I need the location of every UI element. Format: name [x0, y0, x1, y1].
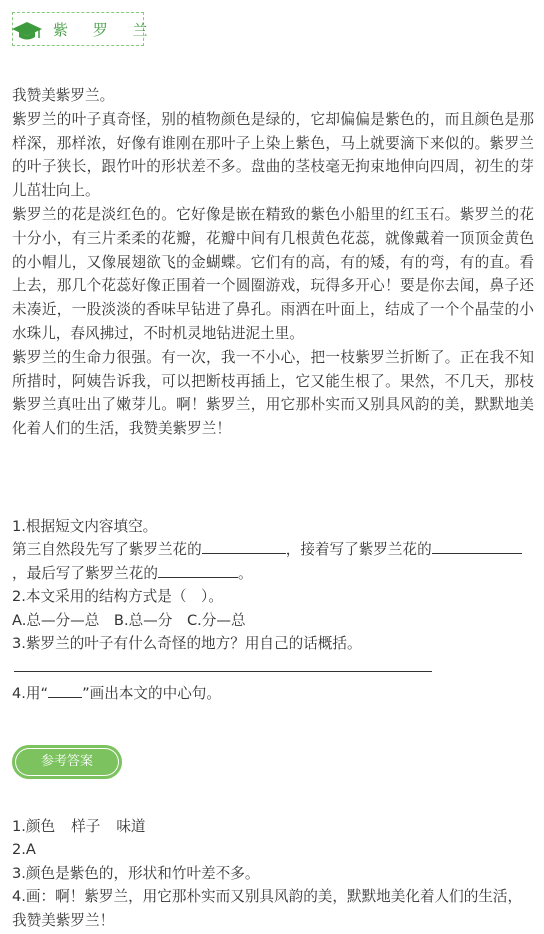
q1-text-end: 。 [237, 564, 253, 582]
question-3-title: 3.紫罗兰的叶子有什么奇怪的地方？用自己的话概括。 [12, 635, 362, 653]
underline-sample [48, 682, 82, 698]
q1-text-part1: 第三自然段先写了紫罗兰花的 [12, 541, 202, 559]
question-1-title: 1.根据短文内容填空。 [12, 518, 158, 535]
answer-1-c: 味道 [116, 818, 146, 835]
q1-text-part2: ，接着写了紫罗兰花的 [285, 541, 432, 559]
q1-text-part3: ，最后写了紫罗兰花的 [12, 564, 158, 582]
answer-1-b: 样子 [71, 818, 101, 835]
reference-answer-button[interactable]: 参考答案 [12, 745, 122, 779]
graduation-cap-icon [11, 20, 43, 46]
paragraph-1: 我赞美紫罗兰。 [12, 87, 115, 104]
title-box [12, 12, 158, 46]
paragraph-4: 紫罗兰的生命力很强。有一次，我一不小心，把一枝紫罗兰折断了。正在我不知所措时，阿姨告诉我，可以把断枝再插上，它又能生根了。果然，不几天，那枝紫罗兰真吐出了嫩芽儿。啊！紫罗兰，用它那朴实而又别具风韵的美，默默地美化着人们的生活，我赞美紫罗兰！ [12, 348, 534, 438]
question-2-title: 2.本文采用的结构方式是（ ）。 [12, 588, 223, 606]
answer-4: 4.画：啊！紫罗兰，用它那朴实而又别具风韵的美，默默地美化着人们的生活，我赞美紫罗兰！ [12, 888, 523, 929]
fill-blank-2-cont[interactable] [502, 538, 522, 554]
fill-blank-3[interactable] [158, 562, 238, 578]
answer-1-a: 1.颜色 [12, 818, 56, 835]
answers-section [12, 815, 534, 932]
answer-line[interactable] [14, 659, 432, 672]
answer-2: 2.A [12, 841, 36, 859]
article-body [12, 84, 534, 441]
fill-blank-2[interactable] [432, 538, 502, 554]
q4-suffix: ”画出本文的中心句。 [82, 685, 221, 703]
question-1-body [12, 538, 534, 585]
answer-3: 3.颜色是紫色的，形状和竹叶差不多。 [12, 864, 260, 882]
fill-blank-1[interactable] [202, 538, 286, 554]
page-title: 紫 罗 兰 [53, 21, 158, 39]
q4-prefix: 4.用“ [12, 685, 49, 703]
answer-1 [12, 815, 534, 838]
paragraph-2: 紫罗兰的叶子真奇怪，别的植物颜色是绿的，它却偏偏是紫色的，而且颜色是那样深，那样浓，好像有谁刚在那叶子上染上紫色，马上就要滴下来似的。紫罗兰的叶子狭长，跟竹叶的形状差不多。盘曲的茎枝毫无拘束地伸向四周，初生的芽儿茁壮向上。 [12, 110, 534, 200]
questions-section [12, 515, 534, 706]
question-2-options: A.总—分—总 B.总—分 C.分—总 [12, 611, 246, 629]
question-4 [12, 682, 534, 705]
paragraph-3: 紫罗兰的花是淡红色的。它好像是嵌在精致的紫色小船里的红玉石。紫罗兰的花十分小，有三片柔柔的花瓣，花瓣中间有几根黄色花蕊，就像戴着一顶顶金黄色的小帽儿，又像展翅欲飞的金蝴蝶。它们有的高，有的矮，有的弯，有的直。看上去，那几个花蕊好像正围着一个圆圈游戏，玩得多开心！要是你去闻，鼻子还未凑近，一股淡淡的香味早钻进了鼻孔。雨洒在叶面上，结成了一个个晶莹的小水珠儿，春风拂过，不时机灵地钻进泥土里。 [12, 205, 534, 342]
